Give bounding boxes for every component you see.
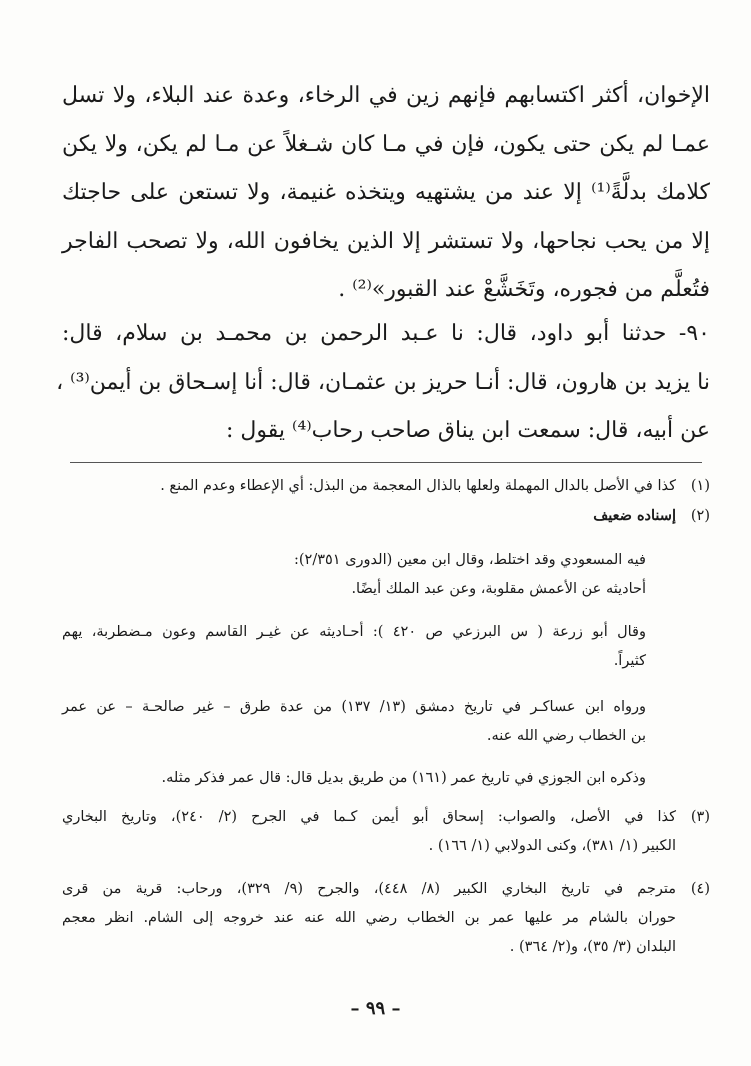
text-line: نا يزيد بن هارون، قال: أنـا حريز بن عثمـان، قال: أنا إسـحاق بن أيمن⁽³⁾ ،	[56, 369, 710, 395]
footnote-2-body-c	[62, 693, 710, 751]
footnote-line: أحاديثه عن الأعمش مقلوبة، وعن عبد الملك أيضًا.	[351, 581, 646, 597]
footnote-line: حوران بالشام مر عليها عمر بن الخطاب رضي الله عنه عند خروجه إلى الشام. انظر معجم	[62, 910, 676, 926]
footnote-line: الكبير (١/ ٣٨١)، وكنى الدولابي (١/ ١٦٦) .	[428, 838, 676, 854]
footnote-line: فيه المسعودي وقد اختلط، وقال ابن معين (الدورى ٢/٣٥١):	[294, 552, 646, 568]
text-line: الإخوان، أكثر اكتسابهم فإنهم زين في الرخاء، وعدة عند البلاء، ولا تسل	[62, 83, 710, 108]
footnote-2-body-b	[62, 618, 710, 676]
text-line: فتُعلَّم من فجوره، وتَخَشَّعْ عند القبور»⁽²⁾ .	[338, 277, 710, 302]
footnote-marker: (٤)	[690, 881, 711, 897]
footnote-heading: إسناده ضعيف	[593, 507, 676, 524]
footnote-line: ورواه ابن عساكـر في تاريخ دمشق (١٣/ ١٣٧) من عدة طرق – غير صالحـة – عن عمر	[62, 699, 647, 715]
footnote-line: بن الخطاب رضي الله عنه.	[486, 728, 646, 744]
footnote-line	[62, 875, 710, 904]
footnote-4	[62, 875, 710, 962]
footnote-3	[62, 803, 710, 861]
main-paragraph-1	[62, 72, 710, 315]
footnote-1	[62, 472, 710, 501]
footnote-line: وقال أبو زرعة ( س البرزعي ص ٤٢٠ ): أحـاديثه عن غيـر القاسم وعون مـضطربة، يهم	[62, 624, 646, 640]
footnote-2-body-d	[62, 764, 710, 793]
page-number: – ٩٩ –	[350, 998, 401, 1019]
text-line: عمـا لم يكن حتى يكون، فإن في مـا كان شـغلاً عن مـا لم يكن، ولا يكن	[62, 131, 710, 157]
footnote-marker: (١)	[690, 478, 710, 494]
footnotes	[62, 472, 710, 530]
text-line: عن أبيه، قال: سمعت ابن يناق صاحب رحاب⁽⁴⁾ يقول :	[226, 418, 710, 443]
footnote-line: البلدان (٣/ ٣٥)، و(٢/ ٣٦٤) .	[509, 939, 676, 955]
footnote-2-body	[62, 546, 710, 604]
footnote-text: مترجم في تاريخ البخاري الكبير (٨/ ٤٤٨)، والجرح (٩/ ٣٢٩)، ورحاب: قرية من قرى	[62, 881, 677, 897]
text-line: إلا من يحب نجاحها، ولا تستشر إلا الذين يخافون الله، ولا تصحب الفاجر	[62, 228, 710, 254]
footnote-text: كذا في الأصل بالدال المهملة ولعلها بالذال المعجمة من البذل: أي الإعطاء وعدم المنع .	[160, 478, 676, 494]
text-line: ٩٠- حدثنا أبو داود، قال: نا عـبد الرحمن بن محمـد بن سلام، قال:	[62, 321, 710, 346]
footnote-2-heading	[62, 501, 710, 530]
footnote-line: كثيراً.	[613, 653, 646, 669]
footnote-line: وذكره ابن الجوزي في تاريخ عمر (١٦١) من طريق بديل قال: قال عمر فذكر مثله.	[161, 770, 646, 786]
text-line: كلامك بدلَّةً⁽¹⁾ إلا عند من يشتهيه ويتخذه غنيمة، ولا تستعن على حاجتك	[62, 180, 710, 205]
main-paragraph-2	[56, 310, 710, 456]
footnote-divider	[70, 462, 702, 463]
footnote-marker: (٣)	[690, 809, 710, 825]
footnote-text: كذا في الأصل، والصواب: إسحاق أبو أيمن كـما في الجرح (٢/ ٢٤٠)، وتاريخ البخاري	[62, 809, 676, 825]
footnote-line	[62, 803, 710, 832]
footnote-marker: (٢)	[690, 508, 710, 524]
